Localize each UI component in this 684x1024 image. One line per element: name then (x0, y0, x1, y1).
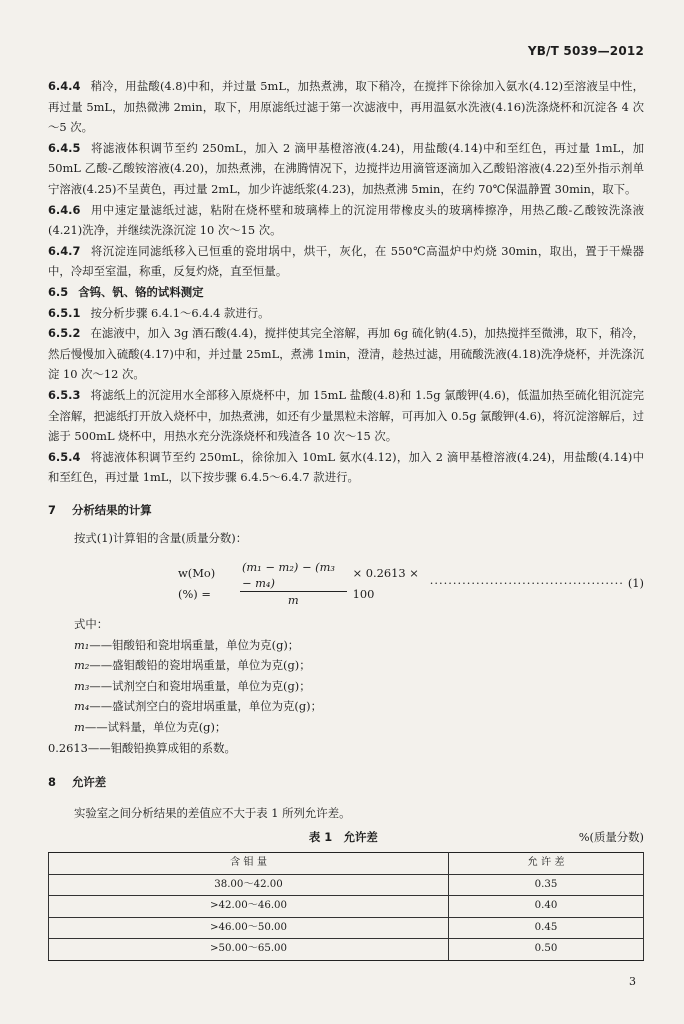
section-6-4-paragraphs (48, 76, 644, 282)
clause-paragraph (48, 138, 644, 200)
clause-number: 6.4.4 (48, 79, 81, 93)
variable-description: ——盛钼酸铅的瓷坩埚重量，单位为克(g)； (89, 658, 311, 673)
formula-label: (1) (627, 576, 644, 591)
clause-text: 在滤液中，加入 3g 酒石酸(4.4)，搅拌使其完全溶解，再加 6g 硫化钠(4.5)，加热搅拌至微沸，取下，稍冷，然后慢慢加入硫酸(4.17)中和，并过量 25mL，煮沸 1min，澄清，趁热过滤，用硫酸洗液(4.18)洗净烧杯，并洗涤沉淀 10 次～12 次。 (48, 326, 644, 382)
molybdenum-range-cell: >42.00～46.00 (49, 896, 449, 918)
table-caption-row (48, 827, 644, 848)
formula-fraction (240, 559, 347, 608)
clause-text: 将滤液体积调节至约 250mL，加入 2 滴甲基橙溶液(4.24)，用盐酸(4.14)中和至红色，再过量 1mL，加 50mL 乙酸-乙酸铵溶液(4.20)，加热煮沸，在沸腾情况下，边搅拌边用滴管逐滴加入乙酸铅溶液(4.22)至外指示剂单宁溶液(4.25)不呈黄色，再过量 2mL，加少许滤纸浆(4.23)，加热煮沸 5min，在约 70℃保温静置 30min，取下。 (48, 140, 644, 196)
clause-paragraph (48, 303, 644, 324)
tolerance-cell: 0.50 (449, 939, 644, 961)
section-6-5-heading (48, 282, 644, 303)
standard-code-header: YB/T 5039—2012 (527, 44, 644, 58)
table-row (49, 874, 644, 896)
formula-1 (48, 559, 644, 608)
table-title: 表 1 允许差 (308, 830, 378, 845)
clause-number: 6.5.3 (48, 387, 81, 402)
clause-number: 6.4.5 (48, 140, 81, 155)
variable-definition (48, 655, 644, 676)
variable-description: ——钼酸铅和瓷坩埚重量，单位为克(g)； (89, 637, 300, 652)
section-6-5-paragraphs (48, 303, 644, 488)
clause-number: 6.5.4 (48, 449, 81, 464)
clause-text: 按分析步骤 6.4.1～6.4.4 款进行。 (90, 305, 270, 320)
section-7-heading (48, 500, 644, 521)
clause-number: 6.5.2 (48, 326, 81, 341)
variable-description: ——盛试剂空白的瓷坩埚重量，单位为克(g)； (89, 699, 322, 714)
variable-description: ——试剂空白和瓷坩埚重量，单位为克(g)； (89, 678, 311, 693)
header-molybdenum-content: 含 钼 量 (49, 853, 449, 875)
formula-rhs: × 0.2613 × 100 (352, 565, 419, 601)
section-title: 分析结果的计算 (71, 502, 152, 517)
variable-description: ——试料量，单位为克(g)； (84, 720, 227, 735)
molybdenum-range-cell: >46.00～50.00 (49, 917, 449, 939)
section-8-heading (48, 772, 644, 793)
tolerance-cell: 0.35 (449, 874, 644, 896)
clause-paragraph (48, 447, 644, 488)
formula-denominator: m (287, 593, 299, 608)
variable-symbol: m (74, 720, 85, 735)
table-header-row (49, 853, 644, 875)
formula-numerator: (m₁ − m₂) − (m₃ − m₄) (240, 559, 347, 592)
table-row (49, 896, 644, 918)
clause-paragraph (48, 323, 644, 385)
clause-text: 用中速定量滤纸过滤，粘附在烧杯壁和玻璃棒上的沉淀用带橡皮头的玻璃棒擦净，用热乙酸-乙酸铵洗涤液(4.21)洗净，并继续洗涤沉淀 10 次～15 次。 (48, 202, 644, 238)
variable-symbol: m₃ (74, 678, 90, 693)
section-number: 7 (48, 502, 56, 517)
variable-symbol: m₁ (74, 637, 90, 652)
clause-text: 将滤液体积调节至约 250mL，徐徐加入 10mL 氨水(4.12)，加入 2 滴甲基橙溶液(4.24)，用盐酸(4.14)中和至红色，再过量 1mL，以下按步骤 6.4.5～6.4.7 款进行。 (48, 449, 644, 485)
coefficient-definition: 0.2613——钼酸铅换算成钼的系数。 (48, 740, 236, 755)
variable-symbol: m₂ (74, 658, 90, 673)
where-label: 式中： (74, 617, 109, 632)
table-row (49, 939, 644, 961)
clause-paragraph (48, 76, 644, 138)
section-number: 8 (48, 775, 56, 790)
variable-definitions (48, 635, 644, 738)
document-body (48, 76, 644, 961)
clause-number: 6.5.1 (48, 305, 81, 320)
molybdenum-range-cell: 38.00～42.00 (49, 874, 449, 896)
variable-definition (48, 635, 644, 656)
clause-number: 6.4.7 (48, 243, 81, 258)
variable-symbol: m₄ (74, 699, 90, 714)
page-number: 3 (629, 975, 636, 988)
variable-definition (48, 696, 644, 717)
clause-paragraph (48, 200, 644, 241)
tolerance-cell: 0.40 (449, 896, 644, 918)
section-number: 6.5 (48, 284, 69, 299)
clause-number: 6.4.6 (48, 202, 81, 217)
formula-lhs: w(Mo)(%) = (178, 565, 216, 601)
clause-text: 将沉淀连同滤纸移入已恒重的瓷坩埚中，烘干，灰化，在 550℃高温炉中灼烧 30min，取出，置于干燥器中，冷却至室温，称重，反复灼烧，直至恒量。 (48, 243, 644, 279)
section-title: 含钨、钒、铬的试料测定 (78, 284, 204, 299)
formula-leader-dots: ·········································· (429, 576, 624, 591)
clause-paragraph (48, 241, 644, 282)
tolerance-table (48, 852, 644, 961)
table-row (49, 917, 644, 939)
tolerance-intro: 实验室之间分析结果的差值应不大于表 1 所列允许差。 (74, 805, 351, 820)
clause-paragraph (48, 385, 644, 447)
variable-definition (48, 717, 644, 738)
table-unit: %(质量分数) (578, 830, 644, 845)
tolerance-cell: 0.45 (449, 917, 644, 939)
formula-intro: 按式(1)计算钼的含量(质量分数)： (74, 531, 248, 546)
header-tolerance: 允 许 差 (449, 853, 644, 875)
variable-definition (48, 676, 644, 697)
clause-text: 将滤纸上的沉淀用水全部移入原烧杯中，加 15mL 盐酸(4.8)和 1.5g 氯酸钾(4.6)，低温加热至硫化钼沉淀完全溶解，把滤纸打开放入烧杯中，加热煮沸，如还有少量黑粒未溶解，可再加入 0.5g 氯酸钾(4.6)，将沉淀溶解后，过滤于 500mL 烧杯中，用热水充分洗涤烧杯和残渣各 10 次～15 次。 (48, 387, 644, 444)
molybdenum-range-cell: >50.00～65.00 (49, 939, 449, 961)
section-title: 允许差 (71, 775, 107, 790)
clause-text: 稍冷，用盐酸(4.8)中和，并过量 5mL，加热煮沸，取下稍冷，在搅拌下徐徐加入氨水(4.12)至溶液呈中性，再过量 5mL，加热微沸 2min，取下，用原滤纸过滤于第一次滤液中，再用温氨水洗液(4.16)洗涤烧杯和沉淀各 4 次～5 次。 (48, 79, 644, 135)
